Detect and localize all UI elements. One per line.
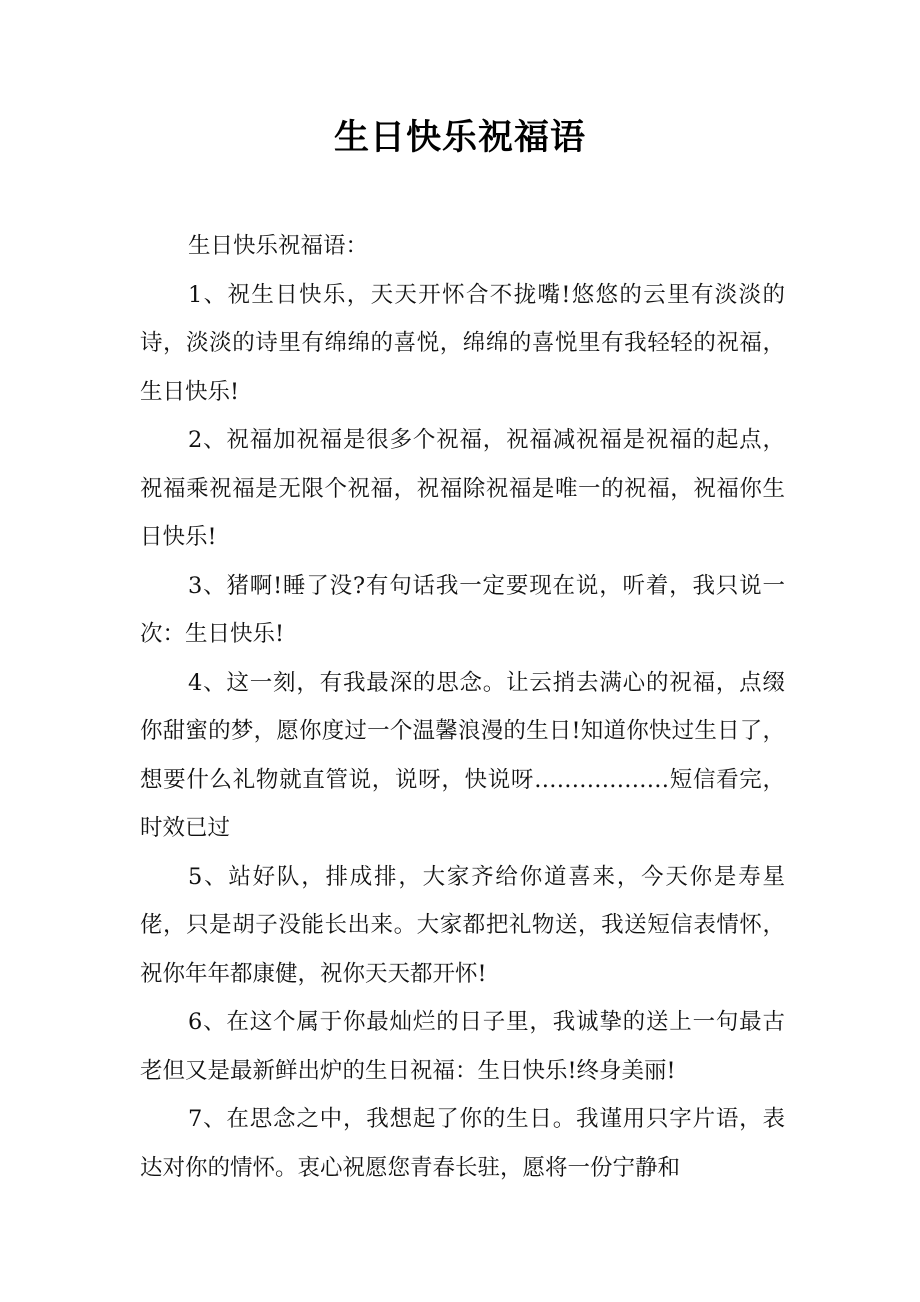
wish-paragraph-5: 5、站好队，排成排，大家齐给你道喜来，今天你是寿星佬，只是胡子没能长出来。大家都把礼物送，我送短信表情怀，祝你年年都康健，祝你天天都开怀!: [140, 863, 785, 987]
wish-paragraph-6: 6、在这个属于你最灿烂的日子里，我诚挚的送上一句最古老但又是最新鲜出炉的生日祝福：生日快乐!终身美丽!: [140, 1009, 785, 1084]
wish-paragraph-1: 1、祝生日快乐，天天开怀合不拢嘴!悠悠的云里有淡淡的诗，淡淡的诗里有绵绵的喜悦，绵绵的喜悦里有我轻轻的祝福，生日快乐!: [140, 281, 785, 405]
wish-paragraph-3: 3、猪啊!睡了没?有句话我一定要现在说，听着，我只说一次：生日快乐!: [140, 572, 785, 647]
document-body: [140, 222, 785, 1192]
wish-paragraph-4: 4、这一刻，有我最深的思念。让云捎去满心的祝福，点缀你甜蜜的梦，愿你度过一个温馨浪漫的生日!知道你快过生日了，想要什么礼物就直管说，说呀，快说呀………………短信看完，时效已过: [140, 669, 785, 841]
wish-paragraph-2: 2、祝福加祝福是很多个祝福，祝福减祝福是祝福的起点，祝福乘祝福是无限个祝福，祝福除祝福是唯一的祝福，祝福你生日快乐!: [140, 427, 785, 550]
intro-paragraph: 生日快乐祝福语：: [188, 233, 369, 259]
wish-paragraph-7: 7、在思念之中，我想起了你的生日。我谨用只字片语，表达对你的情怀。衷心祝愿您青春长驻，愿将一份宁静和: [140, 1106, 785, 1181]
document-title: 生日快乐祝福语: [333, 117, 586, 158]
